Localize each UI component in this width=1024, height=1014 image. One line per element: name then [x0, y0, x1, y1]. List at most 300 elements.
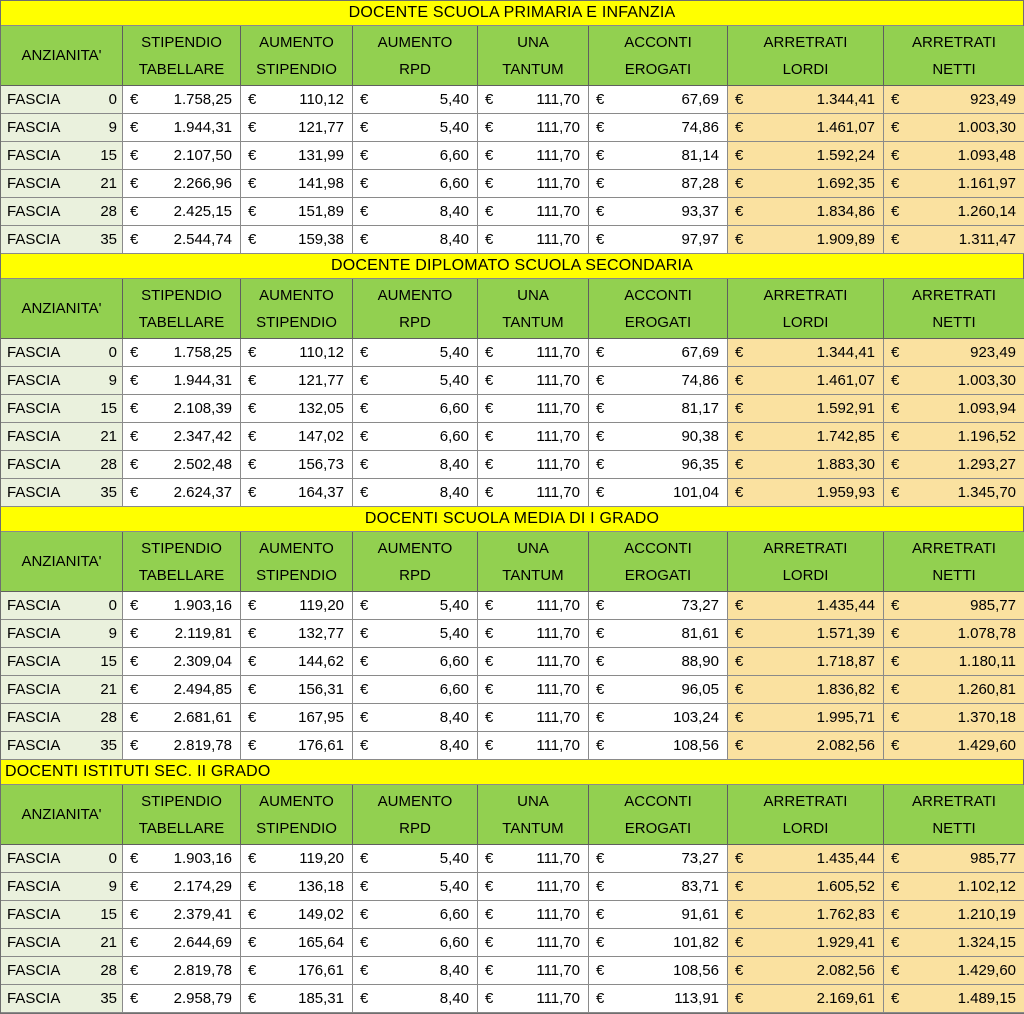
money-cell	[478, 648, 589, 676]
column-header-line1: AUMENTO	[259, 33, 334, 51]
money-value: 136,18	[298, 878, 344, 895]
euro-symbol: €	[130, 147, 139, 164]
column-header-line2: LORDI	[782, 313, 829, 331]
euro-symbol: €	[891, 91, 900, 108]
money-value: 1.995,71	[816, 709, 875, 726]
money-value: 6,60	[439, 175, 469, 192]
money-value: 111,70	[536, 878, 580, 895]
money-value: 111,70	[536, 428, 580, 445]
money-value: 144,62	[298, 653, 344, 670]
money-cell	[884, 957, 1024, 985]
money-value: 5,40	[439, 91, 469, 108]
euro-symbol: €	[360, 344, 369, 361]
euro-symbol: €	[485, 456, 494, 473]
money-cell	[123, 451, 241, 479]
money-cell	[353, 142, 478, 170]
column-header-anzianita: ANZIANITA'	[1, 532, 123, 592]
column-header-line2: EROGATI	[624, 60, 692, 78]
money-cell	[728, 367, 884, 395]
column-header-line2: STIPENDIO	[256, 566, 337, 584]
money-cell	[241, 451, 353, 479]
money-value: 111,70	[536, 681, 580, 698]
column-header-line1: ARRETRATI	[912, 286, 996, 304]
euro-symbol: €	[596, 344, 605, 361]
money-value: 1.370,18	[957, 709, 1016, 726]
table-title: DOCENTI SCUOLA MEDIA DI I GRADO	[1, 507, 1023, 532]
money-cell	[884, 451, 1024, 479]
column-header-line2: EROGATI	[624, 566, 692, 584]
euro-symbol: €	[130, 597, 139, 614]
money-cell	[241, 957, 353, 985]
salary-table	[1, 26, 1023, 254]
column-header-line2: TANTUM	[502, 566, 564, 584]
money-cell	[241, 704, 353, 732]
money-value: 111,70	[536, 962, 580, 979]
euro-symbol: €	[485, 147, 494, 164]
euro-symbol: €	[360, 709, 369, 726]
column-header	[478, 785, 589, 845]
salary-table-section	[1, 254, 1023, 507]
euro-symbol: €	[596, 456, 605, 473]
money-cell	[123, 86, 241, 114]
money-value: 81,17	[681, 400, 719, 417]
money-value: 1.929,41	[816, 934, 875, 951]
money-cell	[728, 901, 884, 929]
money-cell	[123, 901, 241, 929]
euro-symbol: €	[485, 91, 494, 108]
money-value: 81,14	[681, 147, 719, 164]
money-value: 5,40	[439, 344, 469, 361]
money-cell	[478, 929, 589, 957]
money-value: 111,70	[536, 456, 580, 473]
money-value: 2.819,78	[173, 962, 232, 979]
money-cell	[589, 339, 728, 367]
money-value: 1.461,07	[816, 372, 875, 389]
money-cell	[884, 395, 1024, 423]
money-cell	[884, 142, 1024, 170]
money-cell	[123, 957, 241, 985]
money-value: 96,35	[681, 456, 719, 473]
money-value: 2.266,96	[173, 175, 232, 192]
money-cell	[884, 676, 1024, 704]
euro-symbol: €	[248, 681, 257, 698]
euro-symbol: €	[485, 119, 494, 136]
euro-symbol: €	[360, 625, 369, 642]
euro-symbol: €	[596, 372, 605, 389]
money-cell	[241, 395, 353, 423]
money-value: 6,60	[439, 400, 469, 417]
money-cell	[589, 423, 728, 451]
money-cell	[478, 395, 589, 423]
column-header-line2: TANTUM	[502, 313, 564, 331]
money-value: 1.344,41	[816, 344, 875, 361]
money-value: 1.345,70	[957, 484, 1016, 501]
money-value: 149,02	[298, 906, 344, 923]
euro-symbol: €	[891, 850, 900, 867]
money-value: 1.758,25	[173, 91, 232, 108]
money-value: 111,70	[536, 625, 580, 642]
column-header-line2: NETTI	[932, 60, 976, 78]
money-value: 111,70	[536, 91, 580, 108]
money-value: 1.959,93	[816, 484, 875, 501]
euro-symbol: €	[596, 990, 605, 1007]
column-header-line2: EROGATI	[624, 313, 692, 331]
euro-symbol: €	[596, 91, 605, 108]
money-cell	[728, 620, 884, 648]
money-cell	[478, 704, 589, 732]
money-value: 185,31	[298, 990, 344, 1007]
money-cell	[123, 592, 241, 620]
column-header-line1: ARRETRATI	[912, 792, 996, 810]
money-value: 91,61	[681, 906, 719, 923]
column-header	[728, 26, 884, 86]
money-value: 2.425,15	[173, 203, 232, 220]
euro-symbol: €	[596, 850, 605, 867]
money-cell	[241, 86, 353, 114]
money-value: 1.592,24	[816, 147, 875, 164]
money-value: 1.324,15	[957, 934, 1016, 951]
money-cell	[241, 985, 353, 1013]
money-value: 156,31	[298, 681, 344, 698]
money-cell	[478, 592, 589, 620]
column-header-line1: STIPENDIO	[141, 539, 222, 557]
money-cell	[478, 985, 589, 1013]
money-cell	[728, 423, 884, 451]
column-header-anzianita: ANZIANITA'	[1, 279, 123, 339]
money-cell	[478, 732, 589, 760]
money-value: 83,71	[681, 878, 719, 895]
euro-symbol: €	[891, 203, 900, 220]
money-cell	[589, 479, 728, 507]
column-header	[241, 26, 353, 86]
euro-symbol: €	[130, 625, 139, 642]
row-anzianita-value: 0	[87, 86, 123, 114]
money-cell	[123, 395, 241, 423]
row-label: FASCIA	[1, 929, 87, 957]
euro-symbol: €	[248, 175, 257, 192]
money-value: 1.758,25	[173, 344, 232, 361]
column-header-line2: LORDI	[782, 60, 829, 78]
money-cell	[353, 845, 478, 873]
euro-symbol: €	[485, 231, 494, 248]
euro-symbol: €	[360, 484, 369, 501]
euro-symbol: €	[130, 653, 139, 670]
money-cell	[589, 985, 728, 1013]
money-value: 5,40	[439, 372, 469, 389]
money-cell	[241, 170, 353, 198]
column-header-line1: STIPENDIO	[141, 792, 222, 810]
money-value: 141,98	[298, 175, 344, 192]
money-value: 1.692,35	[816, 175, 875, 192]
money-value: 1.909,89	[816, 231, 875, 248]
money-cell	[589, 170, 728, 198]
money-value: 108,56	[673, 962, 719, 979]
euro-symbol: €	[735, 231, 744, 248]
row-anzianita-value: 15	[87, 648, 123, 676]
money-cell	[884, 423, 1024, 451]
money-value: 111,70	[536, 906, 580, 923]
euro-symbol: €	[248, 484, 257, 501]
column-header-line2: NETTI	[932, 566, 976, 584]
money-value: 1.196,52	[957, 428, 1016, 445]
euro-symbol: €	[130, 372, 139, 389]
money-value: 96,05	[681, 681, 719, 698]
money-cell	[589, 620, 728, 648]
money-cell	[123, 479, 241, 507]
money-value: 131,99	[298, 147, 344, 164]
money-value: 8,40	[439, 990, 469, 1007]
money-cell	[353, 957, 478, 985]
euro-symbol: €	[130, 681, 139, 698]
money-cell	[478, 423, 589, 451]
money-cell	[728, 648, 884, 676]
money-value: 132,77	[298, 625, 344, 642]
money-cell	[353, 704, 478, 732]
money-cell	[884, 901, 1024, 929]
euro-symbol: €	[735, 372, 744, 389]
money-value: 2.169,61	[816, 990, 875, 1007]
money-value: 87,28	[681, 175, 719, 192]
money-cell	[884, 170, 1024, 198]
money-cell	[241, 339, 353, 367]
euro-symbol: €	[485, 653, 494, 670]
money-cell	[353, 479, 478, 507]
euro-symbol: €	[130, 231, 139, 248]
euro-symbol: €	[596, 428, 605, 445]
euro-symbol: €	[248, 990, 257, 1007]
row-anzianita-value: 35	[87, 479, 123, 507]
money-value: 1.903,16	[173, 850, 232, 867]
money-value: 119,20	[299, 850, 344, 867]
money-value: 111,70	[536, 990, 580, 1007]
money-cell	[241, 676, 353, 704]
column-header-line1: AUMENTO	[259, 286, 334, 304]
money-cell	[589, 648, 728, 676]
column-header-line1: AUMENTO	[377, 792, 453, 810]
euro-symbol: €	[485, 625, 494, 642]
money-value: 111,70	[536, 709, 580, 726]
money-cell	[353, 114, 478, 142]
money-cell	[123, 423, 241, 451]
money-cell	[123, 339, 241, 367]
money-cell	[241, 367, 353, 395]
euro-symbol: €	[360, 456, 369, 473]
money-cell	[123, 732, 241, 760]
euro-symbol: €	[360, 91, 369, 108]
money-value: 74,86	[681, 119, 719, 136]
row-label: FASCIA	[1, 367, 87, 395]
euro-symbol: €	[360, 597, 369, 614]
row-anzianita-value: 15	[87, 901, 123, 929]
money-cell	[728, 339, 884, 367]
euro-symbol: €	[248, 428, 257, 445]
money-cell	[589, 198, 728, 226]
euro-symbol: €	[130, 990, 139, 1007]
euro-symbol: €	[596, 400, 605, 417]
column-header-line1: AUMENTO	[259, 792, 334, 810]
money-cell	[353, 873, 478, 901]
money-value: 2.082,56	[816, 737, 875, 754]
money-cell	[123, 226, 241, 254]
euro-symbol: €	[485, 597, 494, 614]
euro-symbol: €	[485, 709, 494, 726]
money-value: 1.834,86	[816, 203, 875, 220]
euro-symbol: €	[596, 934, 605, 951]
money-cell	[478, 620, 589, 648]
money-cell	[241, 873, 353, 901]
row-anzianita-value: 0	[87, 845, 123, 873]
column-header-line2: RPD	[399, 819, 431, 837]
money-cell	[478, 845, 589, 873]
money-value: 5,40	[439, 878, 469, 895]
column-header	[589, 279, 728, 339]
row-anzianita-value: 15	[87, 142, 123, 170]
row-label: FASCIA	[1, 985, 87, 1013]
money-value: 111,70	[536, 175, 580, 192]
money-value: 110,12	[299, 344, 344, 361]
row-label: FASCIA	[1, 114, 87, 142]
money-cell	[728, 451, 884, 479]
column-header	[123, 279, 241, 339]
money-value: 1.489,15	[957, 990, 1016, 1007]
money-cell	[123, 367, 241, 395]
money-cell	[884, 479, 1024, 507]
column-header	[241, 279, 353, 339]
money-value: 111,70	[536, 372, 580, 389]
column-header-line1: ARRETRATI	[912, 539, 996, 557]
column-header-line2: TANTUM	[502, 60, 564, 78]
money-cell	[478, 170, 589, 198]
column-header	[589, 785, 728, 845]
money-value: 985,77	[970, 597, 1016, 614]
column-header-line1: ARRETRATI	[912, 33, 996, 51]
euro-symbol: €	[485, 906, 494, 923]
money-cell	[241, 479, 353, 507]
column-header-line1: UNA	[517, 33, 549, 51]
euro-symbol: €	[130, 456, 139, 473]
money-value: 1.161,97	[957, 175, 1016, 192]
euro-symbol: €	[360, 119, 369, 136]
euro-symbol: €	[735, 850, 744, 867]
money-value: 176,61	[298, 737, 344, 754]
money-value: 5,40	[439, 119, 469, 136]
euro-symbol: €	[485, 428, 494, 445]
money-value: 176,61	[298, 962, 344, 979]
money-cell	[728, 86, 884, 114]
euro-symbol: €	[248, 709, 257, 726]
row-label: FASCIA	[1, 226, 87, 254]
money-value: 8,40	[439, 231, 469, 248]
row-anzianita-value: 9	[87, 114, 123, 142]
row-anzianita-value: 0	[87, 592, 123, 620]
row-label: FASCIA	[1, 873, 87, 901]
money-cell	[728, 957, 884, 985]
money-value: 2.082,56	[816, 962, 875, 979]
money-cell	[589, 86, 728, 114]
money-value: 1.210,19	[957, 906, 1016, 923]
column-header-line1: ARRETRATI	[763, 33, 848, 51]
money-cell	[241, 648, 353, 676]
euro-symbol: €	[485, 737, 494, 754]
column-header-line2: RPD	[399, 313, 431, 331]
money-cell	[728, 114, 884, 142]
money-cell	[884, 732, 1024, 760]
euro-symbol: €	[248, 597, 257, 614]
money-cell	[353, 451, 478, 479]
row-label: FASCIA	[1, 676, 87, 704]
column-header-line2: TABELLARE	[138, 566, 225, 584]
column-header-line1: ACCONTI	[624, 792, 692, 810]
money-cell	[478, 86, 589, 114]
row-anzianita-value: 21	[87, 929, 123, 957]
row-anzianita-value: 28	[87, 704, 123, 732]
euro-symbol: €	[596, 878, 605, 895]
money-cell	[589, 957, 728, 985]
euro-symbol: €	[891, 456, 900, 473]
column-header-line2: EROGATI	[624, 819, 692, 837]
row-label: FASCIA	[1, 648, 87, 676]
euro-symbol: €	[735, 653, 744, 670]
euro-symbol: €	[891, 709, 900, 726]
money-cell	[884, 873, 1024, 901]
column-header-line2: TABELLARE	[138, 313, 225, 331]
money-value: 2.624,37	[173, 484, 232, 501]
euro-symbol: €	[891, 906, 900, 923]
money-value: 1.093,48	[957, 147, 1016, 164]
column-header-line1: UNA	[517, 286, 549, 304]
column-header-line1: AUMENTO	[377, 539, 453, 557]
column-header	[353, 279, 478, 339]
euro-symbol: €	[485, 850, 494, 867]
column-header	[884, 279, 1024, 339]
money-cell	[123, 873, 241, 901]
money-cell	[478, 114, 589, 142]
row-anzianita-value: 21	[87, 676, 123, 704]
euro-symbol: €	[891, 175, 900, 192]
money-cell	[589, 451, 728, 479]
euro-symbol: €	[596, 737, 605, 754]
money-value: 8,40	[439, 737, 469, 754]
row-anzianita-value: 0	[87, 339, 123, 367]
column-header-line2: NETTI	[932, 313, 976, 331]
row-label: FASCIA	[1, 479, 87, 507]
money-value: 1.260,14	[957, 203, 1016, 220]
money-cell	[123, 704, 241, 732]
euro-symbol: €	[596, 962, 605, 979]
euro-symbol: €	[485, 681, 494, 698]
money-cell	[123, 198, 241, 226]
salary-table-section	[1, 507, 1023, 760]
money-cell	[353, 367, 478, 395]
euro-symbol: €	[735, 203, 744, 220]
column-header	[884, 532, 1024, 592]
euro-symbol: €	[130, 934, 139, 951]
money-value: 6,60	[439, 681, 469, 698]
euro-symbol: €	[130, 878, 139, 895]
column-header	[241, 532, 353, 592]
row-anzianita-value: 9	[87, 367, 123, 395]
money-cell	[123, 114, 241, 142]
money-cell	[353, 198, 478, 226]
column-header-line2: TABELLARE	[138, 60, 225, 78]
money-value: 923,49	[970, 91, 1016, 108]
euro-symbol: €	[596, 625, 605, 642]
money-value: 164,37	[298, 484, 344, 501]
money-cell	[728, 845, 884, 873]
money-value: 110,12	[299, 91, 344, 108]
money-cell	[728, 929, 884, 957]
column-header-line1: AUMENTO	[377, 33, 453, 51]
